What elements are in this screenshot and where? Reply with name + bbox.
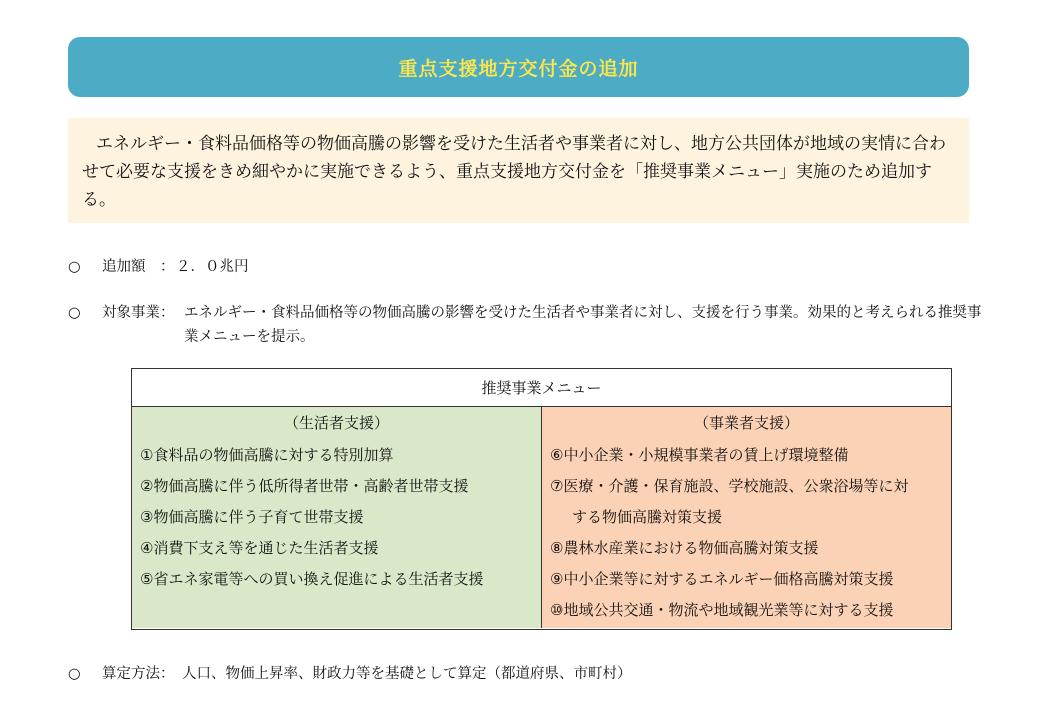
method-label: 算定方法： — [102, 666, 175, 682]
amount-label: 追加額 ： — [102, 259, 175, 275]
target-item — [68, 301, 994, 349]
list-item: ⑧農林水産業における物価高騰対策支援 — [550, 539, 819, 557]
resident-support-column — [132, 407, 542, 628]
target-value: エネルギー・食料品価格等の物価高騰の影響を受けた生活者や事業者に対し、支援を行う事業。効果的と考えられる推奨事業メニューを提示。 — [184, 305, 982, 345]
method-item — [68, 662, 632, 686]
page-title: 重点支援地方交付金の追加 — [398, 57, 639, 80]
summary-box — [68, 118, 969, 223]
target-label: 対象事業： — [102, 305, 175, 321]
list-item: する物価高騰対策支援 — [572, 508, 723, 526]
recommended-menu-table — [131, 368, 952, 630]
list-item: ⑨中小企業等に対するエネルギー価格高騰対策支援 — [550, 570, 894, 588]
summary-text: エネルギー・食料品価格等の物価高騰の影響を受けた生活者や事業者に対し、地方公共団体が地域の実情に合わせて必要な支援をきめ細やかに実施できるよう、重点支援地方交付金を「推奨事業メニュー」実施のため追加する。 — [82, 134, 946, 210]
list-item: ④消費下支え等を通じた生活者支援 — [140, 539, 379, 557]
title-banner — [68, 37, 969, 97]
list-item: ⑦医療・介護・保育施設、学校施設、公衆浴場等に対 — [550, 477, 909, 495]
amount-item — [68, 255, 249, 279]
list-item: ⑩地域公共交通・物流や地域観光業等に対する支援 — [550, 601, 894, 619]
resident-support-heading: （生活者支援） — [283, 414, 389, 432]
list-item: ①食料品の物価高騰に対する特別加算 — [140, 446, 394, 464]
bullet-icon: ○ — [68, 666, 81, 682]
bullet-icon: ○ — [68, 305, 81, 321]
menu-header: 推奨事業メニュー — [132, 369, 951, 407]
list-item: ②物価高騰に伴う低所得者世帯・高齢者世帯支援 — [140, 477, 469, 495]
list-item: ③物価高騰に伴う子育て世帯支援 — [140, 508, 364, 526]
bullet-icon: ○ — [68, 259, 81, 275]
amount-value: ２．０兆円 — [176, 259, 249, 275]
method-value: 人口、物価上昇率、財政力等を基礎として算定（都道府県、市町村） — [182, 666, 632, 682]
business-support-heading: （事業者支援） — [693, 414, 799, 432]
list-item: ⑤省エネ家電等への買い換え促進による生活者支援 — [140, 570, 484, 588]
list-item: ⑥中小企業・小規模事業者の賃上げ環境整備 — [550, 446, 849, 464]
business-support-column — [542, 407, 951, 628]
